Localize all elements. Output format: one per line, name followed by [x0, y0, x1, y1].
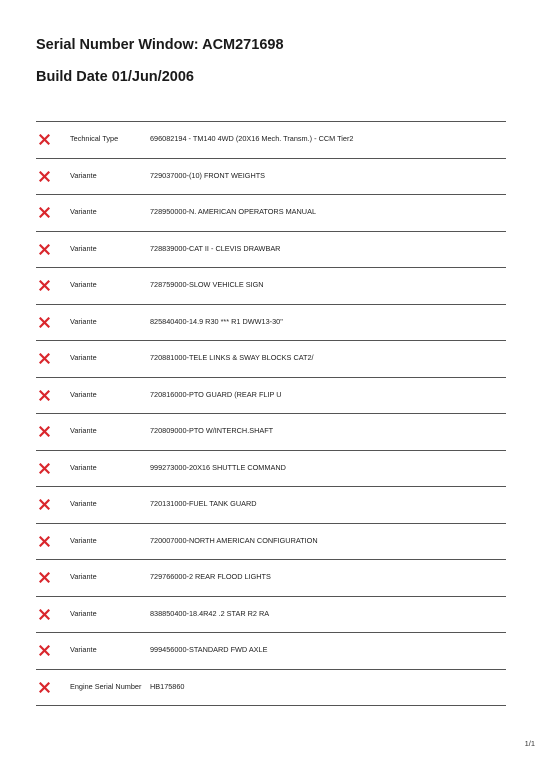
row-value: 720881000-TELE LINKS & SWAY BLOCKS CAT2/: [150, 353, 314, 362]
table-row: [36, 195, 506, 232]
row-type: Technical Type: [70, 134, 119, 143]
red-x-icon: [39, 317, 50, 328]
red-x-icon: [39, 645, 50, 656]
row-value: 838850400-18.4R42 .2 STAR R2 RA: [150, 608, 270, 618]
red-x-icon: [39, 536, 50, 547]
row-type: Variante: [70, 353, 97, 362]
row-value: 720816000-PTO GUARD (REAR FLIP U: [150, 389, 282, 399]
row-value: 720809000-PTO W/INTERCH.SHAFT: [150, 426, 274, 435]
red-x-icon: [39, 244, 50, 255]
red-x-icon: [39, 426, 50, 437]
row-value: 729766000-2 REAR FLOOD LIGHTS: [150, 572, 271, 581]
table-row: [36, 560, 506, 597]
red-x-icon: [39, 572, 50, 583]
row-value: 720131000-FUEL TANK GUARD: [150, 499, 257, 508]
table-row: [36, 597, 506, 634]
table-row: [36, 524, 506, 561]
build-date: Build Date 01/Jun/2006: [36, 69, 194, 85]
table-row: [36, 633, 506, 670]
table-row: [36, 268, 506, 305]
table-row: [36, 487, 506, 524]
row-type: Variante: [70, 499, 97, 508]
row-type: Variante: [70, 535, 97, 545]
row-type: Variante: [70, 243, 97, 253]
table-row: [36, 159, 506, 196]
row-type: Variante: [70, 462, 97, 472]
row-value: 999273000-20X16 SHUTTLE COMMAND: [150, 462, 286, 472]
red-x-icon: [39, 463, 50, 474]
table-row: [36, 378, 506, 415]
red-x-icon: [39, 353, 50, 364]
table-row: [36, 670, 506, 707]
row-type: Variante: [70, 426, 97, 435]
page-title: Serial Number Window: ACM271698: [36, 37, 284, 53]
row-value: 720007000-NORTH AMERICAN CONFIGURATION: [150, 535, 318, 545]
row-type: Variante: [70, 645, 97, 654]
row-type: Variante: [70, 170, 97, 180]
row-type: Variante: [70, 316, 97, 326]
red-x-icon: [39, 207, 50, 218]
red-x-icon: [39, 499, 50, 510]
red-x-icon: [39, 609, 50, 620]
row-value: 729037000-(10) FRONT WEIGHTS: [150, 170, 266, 180]
row-type: Engine Serial Number: [70, 681, 142, 691]
table-row: [36, 451, 506, 488]
row-value: HB175860: [150, 681, 185, 691]
red-x-icon: [39, 171, 50, 182]
row-type: Variante: [70, 389, 97, 399]
red-x-icon: [39, 390, 50, 401]
row-type: Variante: [70, 608, 97, 618]
table-row: [36, 305, 506, 342]
table-row: [36, 122, 506, 159]
variant-table: [36, 121, 506, 706]
row-value: 999456000-STANDARD FWD AXLE: [150, 645, 268, 654]
row-value: 728839000-CAT II - CLEVIS DRAWBAR: [150, 243, 281, 253]
row-value: 728759000-SLOW VEHICLE SIGN: [150, 280, 264, 289]
row-value: 696082194 - TM140 4WD (20X16 Mech. Transm.) - CCM Tier2: [150, 134, 354, 143]
red-x-icon: [39, 682, 50, 693]
row-value: 728950000-N. AMERICAN OPERATORS MANUAL: [150, 207, 316, 216]
row-type: Variante: [70, 280, 97, 289]
page-number: 1/1: [524, 739, 535, 748]
row-value: 825840400-14.9 R30 *** R1 DWW13-30": [150, 316, 283, 326]
table-row: [36, 232, 506, 269]
row-type: Variante: [70, 207, 97, 216]
table-row: [36, 341, 506, 378]
red-x-icon: [39, 134, 50, 145]
table-row: [36, 414, 506, 451]
red-x-icon: [39, 280, 50, 291]
row-type: Variante: [70, 572, 97, 581]
